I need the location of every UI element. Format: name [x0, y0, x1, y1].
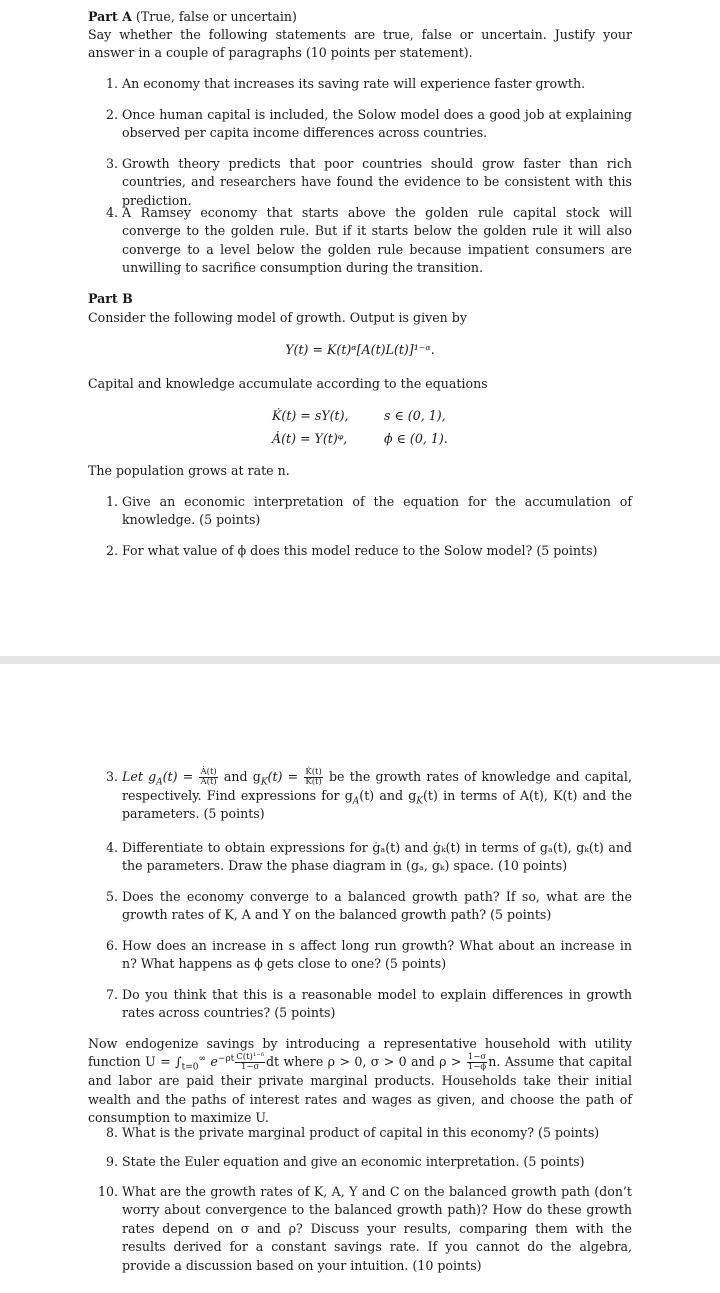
item-text: Give an economic interpretation of the equation for the accumulation of knowledge. (5 points) [122, 494, 632, 528]
part-b-item-2 [88, 542, 632, 560]
item-number: 8. [105, 1125, 118, 1140]
item-text: State the Euler equation and give an economic interpretation. (5 points) [122, 1154, 585, 1169]
item-text: What is the private marginal product of capital in this economy? (5 points) [122, 1125, 600, 1140]
population-statement: The population grows at rate n. [88, 463, 290, 478]
frac-denominator: 1−ϕ [467, 1062, 487, 1073]
item-text: A Ramsey economy that starts above the golden rule capital stock will converge to the golden rule. But if it starts below the golden rule it will also converge to a level below the golden rule because impatient consumers are unwilling to sacrifice consumption during the transition. [122, 205, 632, 276]
item-number: 9. [105, 1154, 118, 1169]
part-a-heading: Part A [88, 9, 132, 24]
part-a-item-1 [88, 75, 632, 93]
item-text: An economy that increases its saving rate will experience faster growth. [122, 76, 586, 91]
item-number: 4. [105, 840, 118, 855]
item-text: Do you think that this is a reasonable model to explain differences in growth rates across countries? (5 points) [122, 987, 632, 1021]
item-text: Differentiate to obtain expressions for ġₐ(t) and ġₖ(t) in terms of gₐ(t), gₖ(t) and the parameters. Draw the phase diagram in (gₐ, gₖ) space. (10 points) [122, 840, 632, 874]
part-a-item-3 [88, 155, 632, 210]
item-number: 4. [105, 205, 118, 220]
frac-denominator: A(t) [200, 777, 217, 787]
item-number: 7. [105, 987, 118, 1002]
item-text: Once human capital is included, the Solow model does a good job at explaining observed per capita income differences across countries. [122, 107, 632, 141]
part-b-heading: Part B [88, 291, 133, 306]
part-b-item-4 [88, 839, 632, 876]
item-number: 1. [105, 76, 118, 91]
frac-numerator: K̇(t) [305, 767, 322, 777]
part-b-intro: Consider the following model of growth. Output is given by [88, 310, 467, 325]
part-b-item-5 [88, 888, 632, 925]
page-separator [0, 656, 720, 664]
frac-numerator: Ȧ(t) [200, 767, 217, 777]
item-number: 6. [105, 938, 118, 953]
item-text: How does an increase in s affect long run growth? What about an increase in n? What happens as ϕ gets close to one? (5 points) [122, 938, 632, 972]
capital-condition: s ∈ (0, 1), [384, 408, 446, 423]
item-number: 10. [97, 1184, 118, 1199]
part-a-item-2 [88, 106, 632, 143]
part-b-item-6 [88, 937, 632, 974]
page-2 [0, 664, 720, 1293]
capital-equation: K̇(t) = sY(t), [272, 408, 349, 423]
part-a-intro: Say whether the following statements are true, false or uncertain. Justify your answer in a couple of paragraphs (10 points per statement). [88, 27, 632, 61]
part-b-item-1 [88, 493, 632, 530]
item-number: 5. [105, 889, 118, 904]
item-text: Growth theory predicts that poor countries should grow faster than rich countries, and researchers have found the evidence to be consistent with this prediction. [122, 156, 632, 208]
part-b-item-7 [88, 986, 632, 1023]
item-text: Let $g_A(t)$ = $\frac{Ȧ(t)}{A(t)}$ and $g_K(t)$ = $\frac{K̇(t)}{K(t)}$ be the growth rates of knowledge and capital, respectively. Find expressions for $g_A(t)$ and $g_K(t)$ in terms of A(t), K(t) and the parameters. (5 points) [122, 767, 633, 822]
frac-denominator: K(t) [305, 777, 322, 787]
frac-numerator: C(t)¹⁻ᵟ [236, 1052, 264, 1063]
item-number: 2. [105, 543, 118, 558]
output-equation: Y(t) = K(t)ᵅ[A(t)L(t)]¹⁻ᵅ. [285, 342, 435, 357]
frac-numerator: 1−σ [467, 1052, 487, 1063]
item-number: 1. [105, 494, 118, 509]
item-text: What are the growth rates of K, A, Y and C on the balanced growth path (don’t worry about convergence to the balanced growth path)? How do these growth rates depend on σ and ρ? Discuss your results, comparing them with the results derived for a constant savings rate. If you cannot do the algebra, provide a discussion based on your intuition. (10 points) [122, 1184, 632, 1273]
part-b-item-9 [88, 1153, 632, 1171]
part-a-header [88, 8, 632, 26]
knowledge-equation: Ȧ(t) = Y(t)ᵠ, [272, 431, 348, 446]
part-a-subtitle: (True, false or uncertain) [135, 9, 297, 24]
item-number: 3. [105, 769, 118, 784]
item-number: 2. [105, 107, 118, 122]
endogenize-paragraph: Now endogenize savings by introducing a representative household with utility function $U = \int_{t=0}^\infty$ $e^{-\rho t}$ $\frac{\text{C(t)¹⁻ᵟ}}{1-\sigma}$ dt where ρ > 0, σ > 0 and ρ > $\frac{1-\sigma}{1-\phi}$ n. Assume that capital and labor are paid their private marginal products. Households take their initial wealth and the paths of interest rates and wages as given, and choose the path of consumption to maximize U. [88, 1036, 632, 1126]
part-b-item-8 [88, 1124, 632, 1142]
item-number: 3. [105, 156, 118, 171]
frac-denominator: 1−σ [240, 1062, 260, 1073]
part-b-item-3 [88, 768, 632, 824]
item-text: Does the economy converge to a balanced growth path? If so, what are the growth rates of K, A and Y on the balanced growth path? (5 points) [122, 889, 632, 923]
item-text: For what value of ϕ does this model reduce to the Solow model? (5 points) [122, 543, 598, 558]
knowledge-condition: ϕ ∈ (0, 1). [384, 431, 448, 446]
part-a-item-4 [88, 204, 632, 278]
accumulation-intro: Capital and knowledge accumulate according to the equations [88, 376, 488, 391]
part-b-item-10 [88, 1183, 632, 1275]
